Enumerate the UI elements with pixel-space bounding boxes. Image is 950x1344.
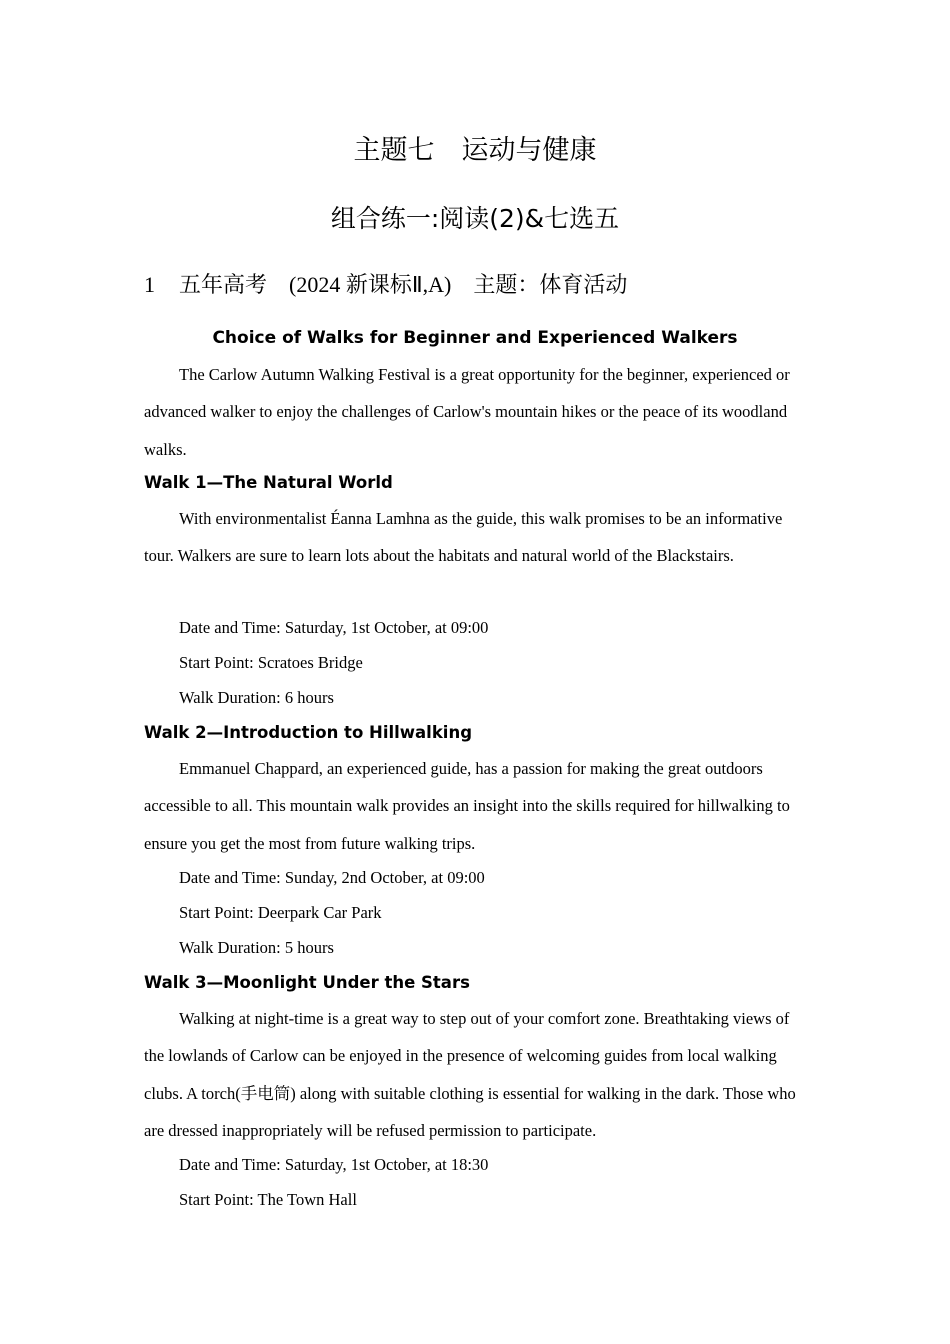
walk-3-heading: Walk 3—Moonlight Under the Stars xyxy=(144,973,470,992)
question-header xyxy=(144,268,627,302)
walk-1-start-point: Start Point: Scratoes Bridge xyxy=(179,653,363,672)
walk-2-heading: Walk 2—Introduction to Hillwalking xyxy=(144,723,473,742)
article-intro: The Carlow Autumn Walking Festival is a great opportunity for the beginner, experienced or advanced walker to enjoy the challenges of Carlow's mountain hikes or the peace of its woodland walks. xyxy=(144,365,790,459)
walk-3-date-time: Date and Time: Saturday, 1st October, at 18:30 xyxy=(179,1155,489,1174)
exercise-heading: 组合练一:阅读(2)&七选五 xyxy=(330,204,620,233)
walk-1-description: With environmentalist Éanna Lamhna as the guide, this walk promises to be an informative tour. Walkers are sure to learn lots about the habitats and natural world of the Blackstairs. xyxy=(144,509,783,566)
walk-2-date-time: Date and Time: Sunday, 2nd October, at 09:00 xyxy=(179,868,485,887)
walk-3-start-point: Start Point: The Town Hall xyxy=(179,1190,357,1209)
topic-heading: 主题七 运动与健康 xyxy=(353,135,597,166)
walk-3-description: Walking at night-time is a great way to step out of your comfort zone. Breathtaking views of the lowlands of Carlow can be enjoyed in the presence of welcoming guides from local walking clubs. A torch(手电筒) along with suitable clothing is essential for walking in the dark. Those who are dressed inappropriately will be refused permission to participate. xyxy=(144,1009,796,1140)
article-title: Choice of Walks for Beginner and Experienced Walkers xyxy=(212,328,738,348)
walk-2-start-point: Start Point: Deerpark Car Park xyxy=(179,903,382,922)
question-theme: 主题：体育活动 xyxy=(473,272,628,297)
question-number: 1 xyxy=(144,272,155,297)
walk-1-date-time: Date and Time: Saturday, 1st October, at 09:00 xyxy=(179,618,489,637)
walk-1-heading: Walk 1—The Natural World xyxy=(144,473,393,492)
question-source: 五年高考 xyxy=(179,272,268,297)
question-exam: (2024 新课标Ⅱ,A) xyxy=(289,272,452,297)
walk-2-description: Emmanuel Chappard, an experienced guide, has a passion for making the great outdoors accessible to all. This mountain walk provides an insight into the skills required for hillwalking to ensure you get the most from future walking trips. xyxy=(144,759,790,853)
walk-1-duration: Walk Duration: 6 hours xyxy=(179,688,334,707)
walk-2-duration: Walk Duration: 5 hours xyxy=(179,938,334,957)
